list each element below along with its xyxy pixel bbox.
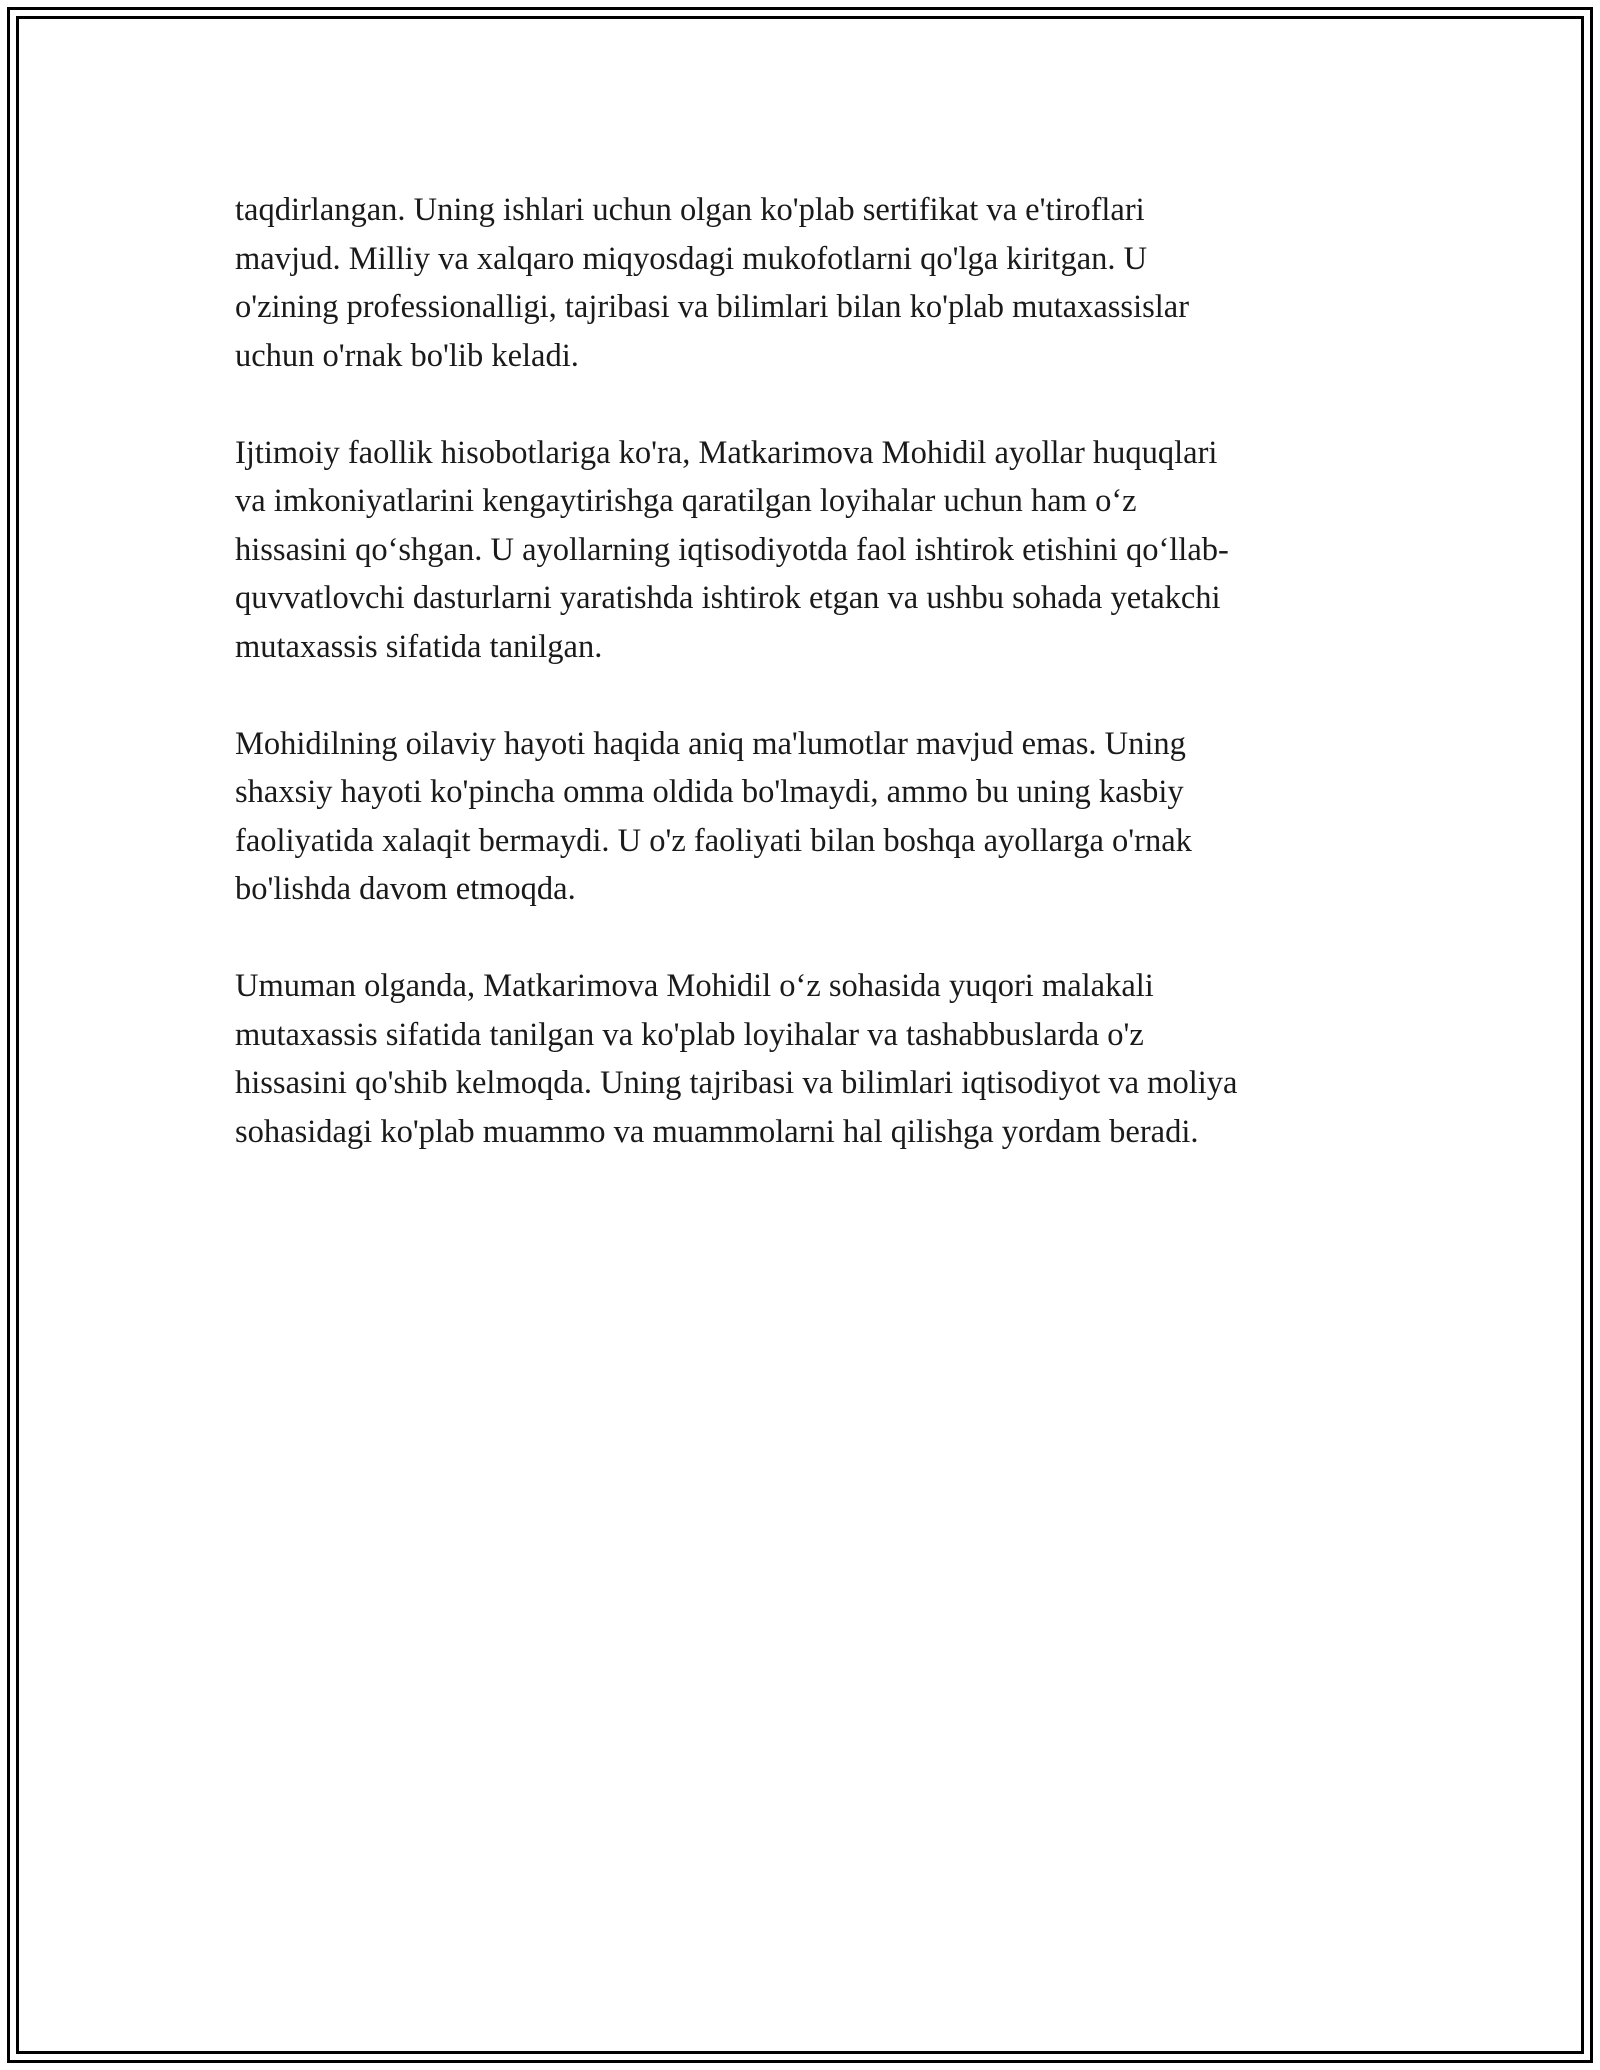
paragraph-family-life xyxy=(235,720,1415,914)
document-body xyxy=(235,186,1415,1205)
text-line: shaxsiy hayoti ko'pincha omma oldida bo'lmaydi, ammo bu uning kasbiy xyxy=(235,774,1184,810)
paragraph-conclusion xyxy=(235,962,1415,1156)
text-line: Ijtimoiy faollik hisobotlariga ko'ra, Matkarimova Mohidil ayollar huquqlari xyxy=(235,434,1218,471)
text-line: hissasini qo'shib kelmoqda. Uning tajribasi va bilimlari iqtisodiyot va moliya xyxy=(235,1065,1238,1101)
text-line: o'zining professionalligi, tajribasi va bilimlari bilan ko'plab mutaxassislar xyxy=(235,289,1190,325)
text-line: mutaxassis sifatida tanilgan. xyxy=(235,628,603,665)
paragraph-awards xyxy=(235,186,1415,380)
text-line: Umuman olganda, Matkarimova Mohidil o‘z sohasida yuqori malakali xyxy=(235,968,1154,1004)
text-line: mutaxassis sifatida tanilgan va ko'plab loyihalar va tashabbuslarda o'z xyxy=(235,1016,1144,1053)
text-line: bo'lishda davom etmoqda. xyxy=(235,871,576,907)
text-line: hissasini qo‘shgan. U ayollarning iqtisodiyotda faol ishtirok etishini qo‘llab- xyxy=(235,531,1229,568)
text-line: Mohidilning oilaviy hayoti haqida aniq ma'lumotlar mavjud emas. Uning xyxy=(235,725,1186,762)
text-line: faoliyatida xalaqit bermaydi. U o'z faoliyati bilan boshqa ayollarga o'rnak xyxy=(235,822,1192,859)
text-line: uchun o'rnak bo'lib keladi. xyxy=(235,337,579,374)
text-line: sohasidagi ko'plab muammo va muammolarni hal qilishga yordam beradi. xyxy=(235,1113,1199,1150)
text-line: taqdirlangan. Uning ishlari uchun olgan ko'plab sertifikat va e'tiroflari xyxy=(235,192,1145,228)
text-line: mavjud. Milliy va xalqaro miqyosdagi mukofotlarni qo'lga kiritgan. U xyxy=(235,240,1148,277)
paragraph-social-activity xyxy=(235,429,1415,672)
text-line: va imkoniyatlarini kengaytirishga qaratilgan loyihalar uchun ham o‘z xyxy=(235,483,1137,519)
text-line: quvvatlovchi dasturlarni yaratishda ishtirok etgan va ushbu sohada yetakchi xyxy=(235,580,1221,616)
